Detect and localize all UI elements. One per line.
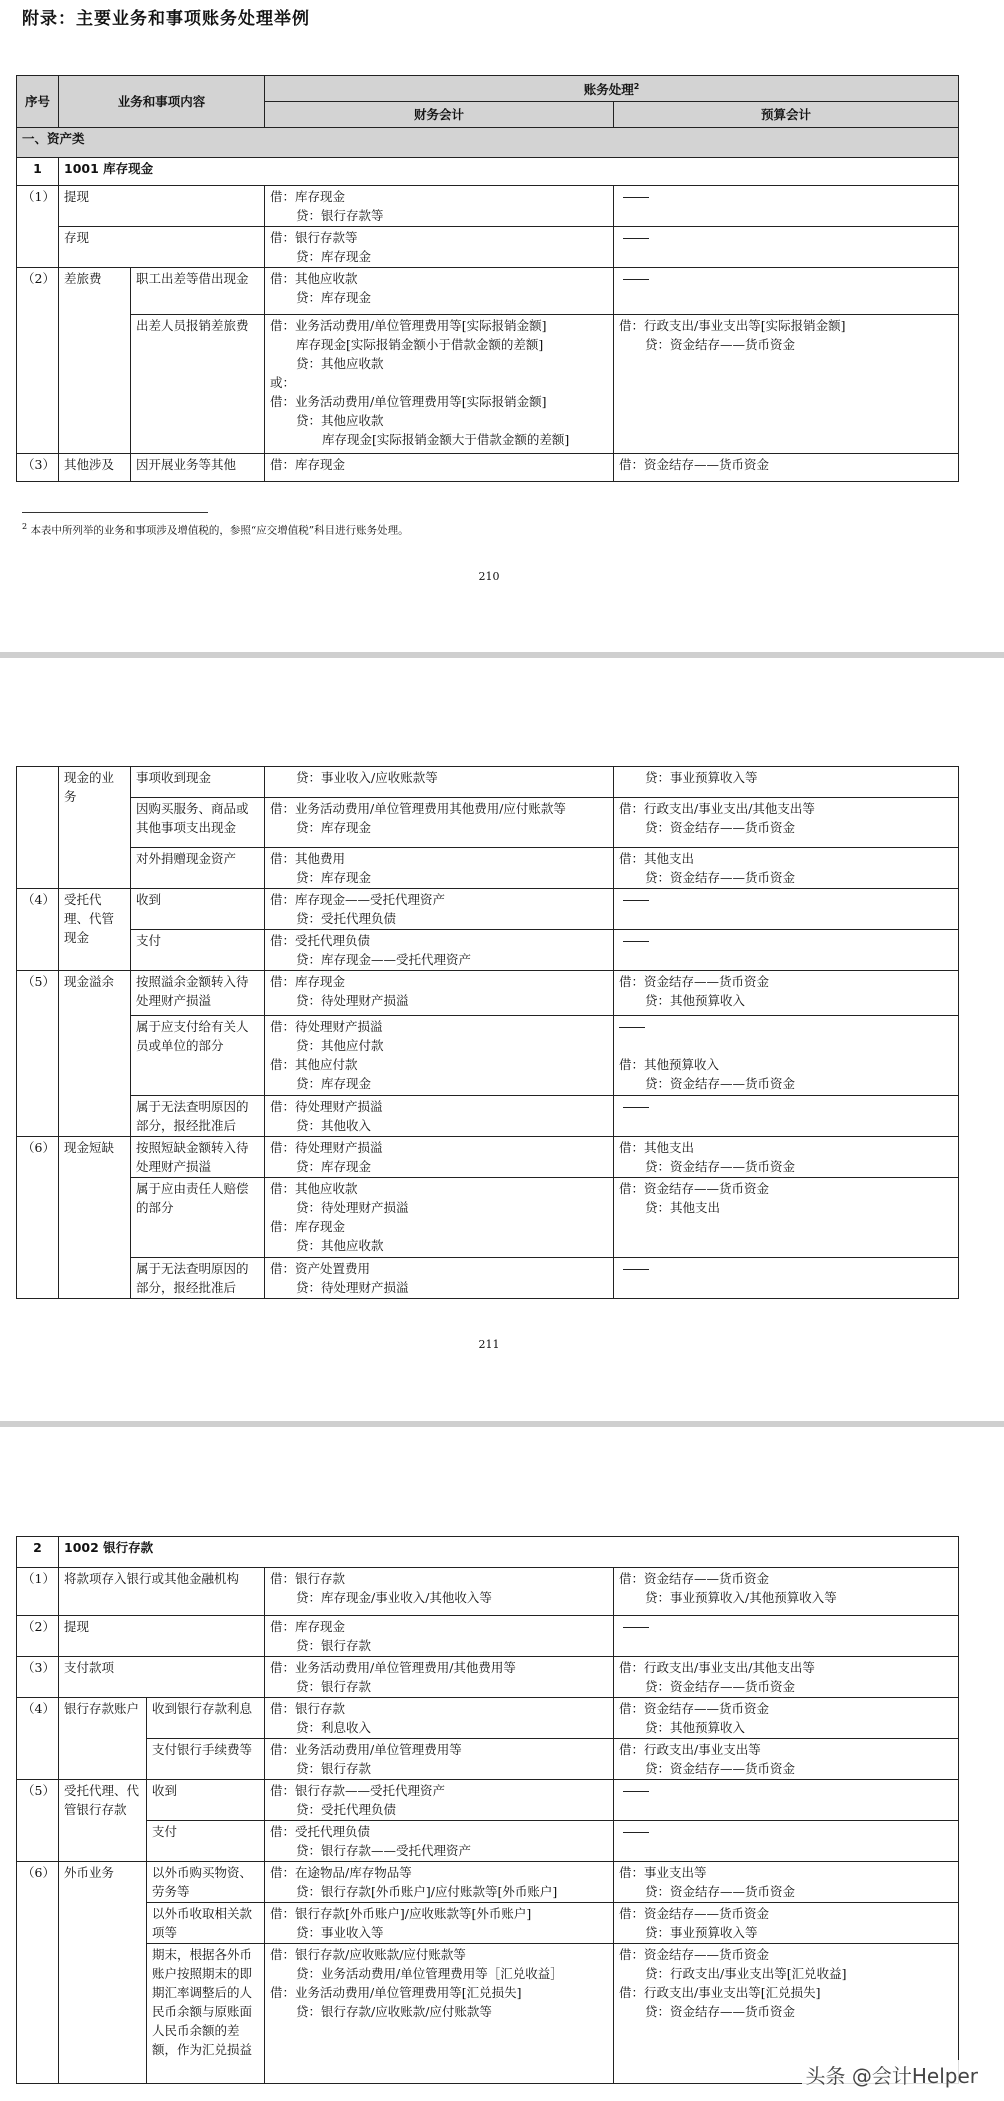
budget-entry: 借：行政支出/事业支出等 贷：资金结存——货币资金 [614, 1739, 959, 1780]
budget-entry: 借：行政支出/事业支出/其他支出等 贷：资金结存——货币资金 [614, 1657, 959, 1698]
budget-entry-none [614, 268, 959, 315]
sub-item-label: 职工出差等借出现金 [131, 268, 265, 315]
financial-entry: 借：其他应收款 贷：待处理财产损溢 借：库存现金 贷：其他应收款 [265, 1178, 614, 1258]
sub-item-label: 属于应由责任人赔偿的部分 [131, 1178, 265, 1258]
item-no: （3） [17, 1657, 59, 1698]
watermark: 头条 @会计Helper [802, 2060, 982, 2089]
financial-entry: 借：业务活动费用/单位管理费用其他费用/应付账款等 贷：库存现金 [265, 798, 614, 848]
category-assets: 一、资产类 [17, 128, 959, 158]
budget-entry-none [614, 1780, 959, 1821]
item-no: （2） [17, 268, 59, 454]
dash-mark [623, 1791, 649, 1792]
budget-entry: 借：资金结存——货币资金 贷：事业预算收入等 [614, 1903, 959, 1944]
item-label: 受托代理、代管银行存款 [59, 1780, 147, 1862]
budget-entry-none [614, 1821, 959, 1862]
sub-item-label: 以外币收取相关款项等 [147, 1903, 265, 1944]
item-label: 现金短缺 [59, 1137, 131, 1299]
item-label: 外币业务 [59, 1862, 147, 2084]
financial-entry: 借：其他应收款 贷：库存现金 [265, 268, 614, 315]
item-no: （5） [17, 1780, 59, 1862]
item-label: 提现 [59, 1616, 265, 1657]
financial-entry: 借：银行存款 贷：利息收入 [265, 1698, 614, 1739]
financial-entry: 借：受托代理负债 贷：银行存款——受托代理资产 [265, 1821, 614, 1862]
item-label: 银行存款账户 [59, 1698, 147, 1780]
budget-entry: 借：资金结存——货币资金 贷：其他支出 [614, 1178, 959, 1258]
budget-entry: 借：事业支出等 贷：资金结存——货币资金 [614, 1862, 959, 1903]
header-processing: 账务处理$^2$ [265, 76, 959, 102]
financial-entry: 借：库存现金 贷：待处理财产损溢 [265, 971, 614, 1016]
item-label: 将款项存入银行或其他金融机构 [59, 1568, 265, 1616]
financial-entry: 借：库存现金 [265, 454, 614, 482]
financial-entry: 借：银行存款[外币账户]/应收账款等[外币账户] 贷：事业收入等 [265, 1903, 614, 1944]
financial-entry: 借：在途物品/库存物品等 贷：银行存款[外币账户]/应付账款等[外币账户] [265, 1862, 614, 1903]
sub-item-label: 收到 [131, 889, 265, 930]
appendix-title: 附录：主要业务和事项账务处理举例 [22, 9, 310, 29]
page-212 [0, 1427, 1004, 2101]
page-211 [0, 658, 1004, 1421]
financial-entry: 借：受托代理负债 贷：库存现金——受托代理资产 [265, 930, 614, 971]
page-210 [0, 0, 1004, 652]
sub-item-label: 对外捐赠现金资产 [131, 848, 265, 889]
budget-entry: 贷：事业预算收入等 [614, 767, 959, 798]
item-label: 支付款项 [59, 1657, 265, 1698]
budget-entry-none [614, 227, 959, 268]
header-content: 业务和事项内容 [59, 76, 265, 128]
sub-item-label: 按照溢余金额转入待处理财产损溢 [131, 971, 265, 1016]
dash-mark [623, 197, 649, 198]
budget-entry: 借：其他预算收入 贷：资金结存——货币资金 [614, 1016, 959, 1096]
financial-entry: 借：待处理财产损溢 贷：其他收入 [265, 1096, 614, 1137]
budget-entry: 借：资金结存——货币资金 贷：事业预算收入/其他预算收入等 [614, 1568, 959, 1616]
header-budget: 预算会计 [614, 102, 959, 128]
page-number: 211 [478, 1338, 500, 1351]
item-no: （3） [17, 454, 59, 482]
financial-entry: 借：其他费用 贷：库存现金 [265, 848, 614, 889]
page-number: 210 [478, 570, 500, 583]
dash-mark [623, 900, 649, 901]
sub-item-label: 事项收到现金 [131, 767, 265, 798]
item-no: （6） [17, 1862, 59, 2084]
footnote: $^2$ 本表中所列举的业务和事项涉及增值税的，参照“应交增值税”科目进行账务处理。 [22, 522, 409, 537]
sub-item-label: 期末，根据各外币账户按照期末的即期汇率调整后的人民币余额与原账面人民币余额的差额，作为汇兑损益 [147, 1944, 265, 2084]
sub-item-label: 属于无法查明原因的部分，报经批准后 [131, 1258, 265, 1299]
header-financial: 财务会计 [265, 102, 614, 128]
item-label: 提现 [59, 186, 265, 227]
budget-entry: 借：资金结存——货币资金 [614, 454, 959, 482]
financial-entry: 借：资产处置费用 贷：待处理财产损溢 [265, 1258, 614, 1299]
account-table-page-3 [16, 1536, 959, 2084]
sub-item-label: 属于无法查明原因的部分，报经批准后 [131, 1096, 265, 1137]
dash-mark [623, 1627, 649, 1628]
item-no: （1） [17, 1568, 59, 1616]
sub-item-label: 因开展业务等其他 [131, 454, 265, 482]
footnote-ref: 2 [633, 82, 640, 92]
financial-entry: 借：待处理财产损溢 贷：其他应付款 借：其他应付款 贷：库存现金 [265, 1016, 614, 1096]
item-label: 现金的业务 [59, 767, 131, 889]
account-table-page-1 [16, 75, 959, 482]
financial-entry: 贷：事业收入/应收账款等 [265, 767, 614, 798]
dash-mark [623, 941, 649, 942]
sub-item-label: 出差人员报销差旅费 [131, 315, 265, 454]
budget-entry: 借：资金结存——货币资金 贷：其他预算收入 [614, 971, 959, 1016]
dash-mark [623, 1269, 649, 1270]
budget-entry: 借：资金结存——货币资金 贷：行政支出/事业支出等[汇兑收益] 借：行政支出/事业支出等[汇兑损失] 贷：资金结存——货币资金 [614, 1944, 959, 2084]
item-label: 受托代理、代管现金 [59, 889, 131, 971]
item-no-empty [17, 767, 59, 889]
footnote-rule [22, 512, 208, 513]
financial-entry: 借：库存现金——受托代理资产 贷：受托代理负债 [265, 889, 614, 930]
budget-entry-none [614, 186, 959, 227]
dash-mark [623, 1832, 649, 1833]
item-no: （4） [17, 889, 59, 971]
dash-mark [619, 1027, 645, 1028]
sub-item-label: 支付银行手续费等 [147, 1739, 265, 1780]
account-no: 2 [17, 1537, 59, 1568]
header-seq: 序号 [17, 76, 59, 128]
financial-entry: 借：待处理财产损溢 贷：库存现金 [265, 1137, 614, 1178]
financial-entry: 借：业务活动费用/单位管理费用等[实际报销金额] 库存现金[实际报销金额小于借款金额的差额] 贷：其他应收款 或： 借：业务活动费用/单位管理费用等[实际报销金额] 贷：其他应收款 库存现金[实际报销金额大于借款金额的差额] [265, 315, 614, 454]
sub-item-label: 支付 [147, 1821, 265, 1862]
item-no: （1） [17, 186, 59, 268]
financial-entry: 借：银行存款/应收账款/应付账款等 贷：业务活动费用/单位管理费用等［汇兑收益］ 借：业务活动费用/单位管理费用等[汇兑损失] 贷：银行存款/应收账款/应付账款等 [265, 1944, 614, 2084]
sub-item-label: 支付 [131, 930, 265, 971]
item-label: 其他涉及 [59, 454, 131, 482]
account-no: 1 [17, 158, 59, 186]
item-no: （6） [17, 1137, 59, 1299]
budget-entry-none [614, 1096, 959, 1137]
item-label: 存现 [59, 227, 265, 268]
account-name: 1001 库存现金 [59, 158, 959, 186]
budget-entry: 借：其他支出 贷：资金结存——货币资金 [614, 848, 959, 889]
item-no: （5） [17, 971, 59, 1137]
sub-item-label: 收到 [147, 1780, 265, 1821]
item-label: 现金溢余 [59, 971, 131, 1137]
budget-entry: 借：其他支出 贷：资金结存——货币资金 [614, 1137, 959, 1178]
financial-entry: 借：业务活动费用/单位管理费用等 贷：银行存款 [265, 1739, 614, 1780]
budget-entry: 借：行政支出/事业支出等[实际报销金额] 贷：资金结存——货币资金 [614, 315, 959, 454]
dash-mark [623, 1107, 649, 1108]
financial-entry: 借：银行存款等 贷：库存现金 [265, 227, 614, 268]
budget-entry: 借：资金结存——货币资金 贷：其他预算收入 [614, 1698, 959, 1739]
budget-entry: 借：行政支出/事业支出/其他支出等 贷：资金结存——货币资金 [614, 798, 959, 848]
sub-item-label: 属于应支付给有关人员或单位的部分 [131, 1016, 265, 1096]
budget-entry-none [614, 1616, 959, 1657]
item-no: （2） [17, 1616, 59, 1657]
account-name: 1002 银行存款 [59, 1537, 959, 1568]
financial-entry: 借：库存现金 贷：银行存款等 [265, 186, 614, 227]
budget-entry-none [614, 1258, 959, 1299]
dash-mark [623, 279, 649, 280]
item-label: 差旅费 [59, 268, 131, 454]
budget-entry-none [614, 889, 959, 930]
account-table-page-2 [16, 766, 959, 1299]
sub-item-label: 收到银行存款利息 [147, 1698, 265, 1739]
sub-item-label: 以外币购买物资、劳务等 [147, 1862, 265, 1903]
financial-entry: 借：银行存款 贷：库存现金/事业收入/其他收入等 [265, 1568, 614, 1616]
financial-entry: 借：业务活动费用/单位管理费用/其他费用等 贷：银行存款 [265, 1657, 614, 1698]
sub-item-label: 按照短缺金额转入待处理财产损溢 [131, 1137, 265, 1178]
budget-entry-none [614, 930, 959, 971]
item-no: （4） [17, 1698, 59, 1780]
sub-item-label: 因购买服务、商品或其他事项支出现金 [131, 798, 265, 848]
financial-entry: 借：银行存款——受托代理资产 贷：受托代理负债 [265, 1780, 614, 1821]
dash-mark [623, 238, 649, 239]
financial-entry: 借：库存现金 贷：银行存款 [265, 1616, 614, 1657]
